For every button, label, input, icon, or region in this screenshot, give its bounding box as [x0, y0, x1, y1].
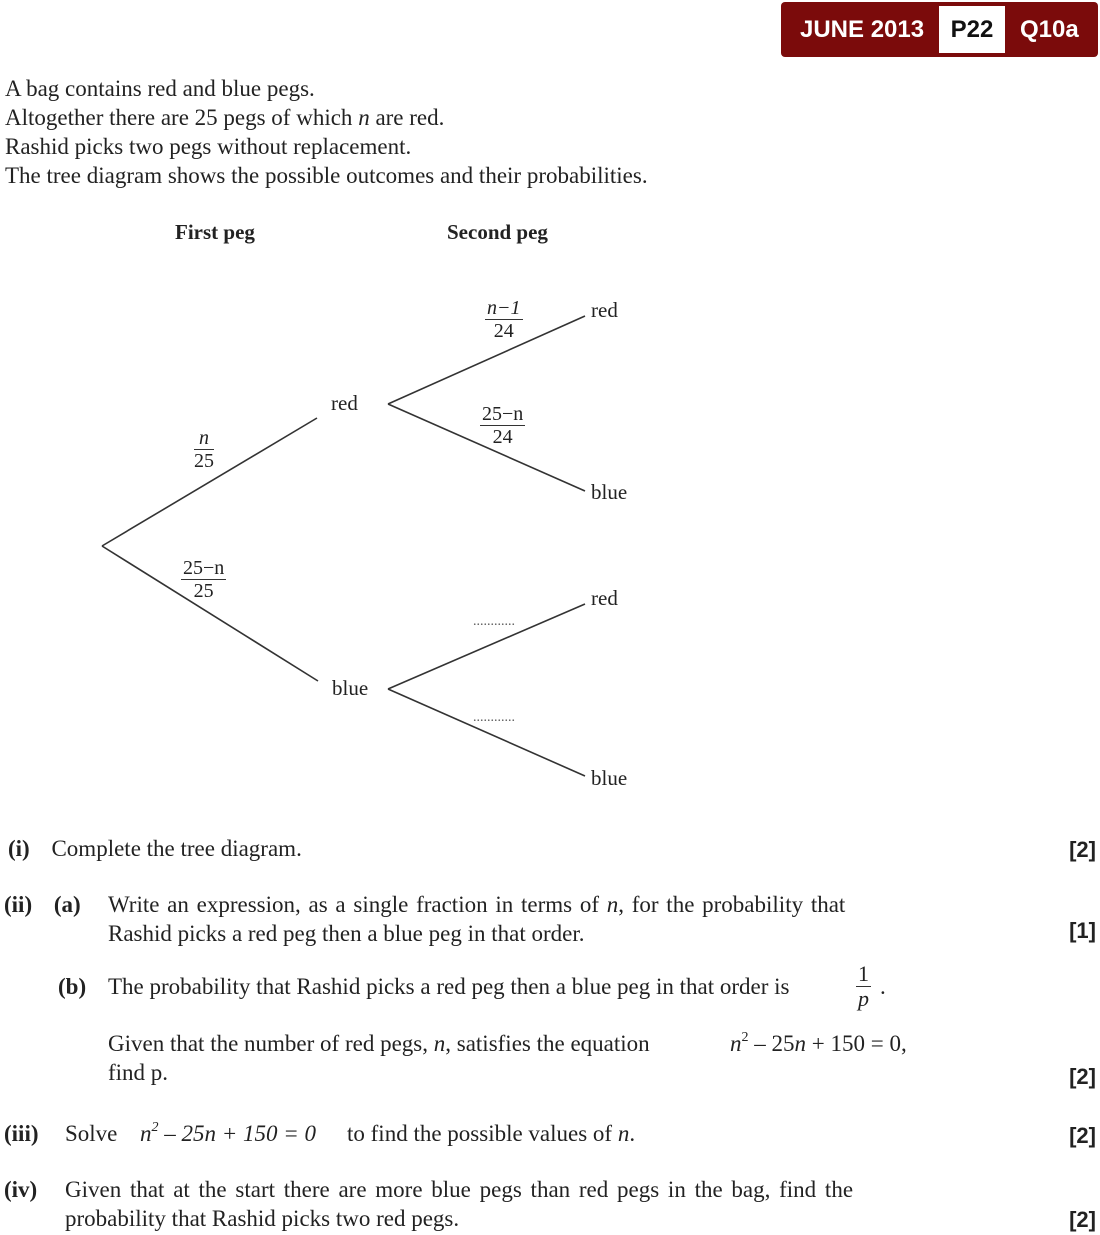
part-number: (iii) — [4, 1121, 39, 1146]
question-i — [8, 834, 302, 863]
question-iv-line1: Given that at the start there are more blue pegs than red pegs in the bag, find the — [65, 1177, 854, 1202]
prob-numerator: 25−n — [183, 557, 225, 579]
question-ii-b-line1: The probability that Rashid picks a red peg then a blue peg in that order is — [108, 974, 790, 999]
question-iii-text-b: to find the possible values of n. — [347, 1121, 636, 1146]
fraction-numerator: 1 — [858, 961, 869, 986]
question-text: Given that the number of red pegs, — [108, 1031, 434, 1056]
question-ii-a-line1 — [108, 890, 845, 919]
intro-line-1: A bag contains red and blue pegs. — [5, 76, 315, 101]
prob-red-then-red — [485, 297, 523, 342]
question-ii-b-line3: find p. — [108, 1060, 169, 1085]
prob-denominator: 24 — [493, 320, 514, 342]
period: . — [880, 974, 886, 999]
question-text: Complete the tree diagram. — [51, 836, 302, 861]
outcome-first-blue: blue — [332, 676, 369, 700]
blank-prob-blue-then-blue[interactable]: ............ — [473, 710, 515, 725]
branch-blue-blue — [388, 689, 585, 776]
variable-n: n — [358, 105, 370, 130]
marks-iii: [2] — [1069, 1123, 1096, 1148]
outcome-blue-blue: blue — [591, 766, 628, 790]
prob-first-red — [194, 427, 214, 472]
marks-ii-b: [2] — [1069, 1064, 1096, 1089]
equation-iii: $n^2 - 25n + 150 = 0$ — [140, 1120, 317, 1146]
prob-red-then-blue — [480, 403, 525, 448]
outcome-blue-red: red — [591, 586, 618, 610]
intro-text: Altogether there are 25 pegs of which — [5, 105, 359, 130]
prob-denominator: 25 — [193, 580, 214, 602]
question-text: to find the possible values of — [347, 1121, 613, 1146]
prob-first-blue — [181, 557, 226, 602]
intro-line-4: The tree diagram shows the possible outcomes and their probabilities. — [5, 163, 648, 188]
prob-denominator: 25 — [194, 450, 214, 472]
prob-numerator: 25−n — [482, 403, 524, 425]
question-iv — [4, 1175, 37, 1204]
marks-iv: [2] — [1069, 1207, 1096, 1232]
prob-denominator: 24 — [492, 426, 513, 448]
question-iv-line2: probability that Rashid picks two red pegs. — [65, 1206, 460, 1231]
variable-n: n — [617, 1121, 630, 1146]
question-ii-a — [4, 890, 81, 919]
intro-text: are red. — [369, 105, 445, 130]
variable-n: n — [606, 892, 619, 917]
question-text: Write an expression, as a single fraction in terms of — [108, 892, 607, 917]
question-iii — [4, 1119, 39, 1148]
prob-numerator: n−1 — [487, 297, 521, 319]
outcome-first-red: red — [331, 391, 358, 415]
question-ii-b-line2 — [108, 1029, 650, 1058]
fraction-denominator: p — [858, 986, 869, 1011]
prob-numerator: n — [194, 427, 214, 450]
outcome-red-red: red — [591, 298, 618, 322]
second-peg-header: Second peg — [447, 220, 548, 244]
marks-ii-a: [1] — [1069, 918, 1096, 943]
marks-i: [2] — [1069, 837, 1096, 862]
subpart-number: (b) — [58, 974, 87, 999]
question-iii-text-a: Solve — [65, 1121, 118, 1146]
part-number: (i) — [8, 836, 30, 861]
equation-ii-b: $n^2 - 25n + 150 = 0$, — [730, 1030, 907, 1056]
part-number: (iv) — [4, 1177, 38, 1202]
paper-code: P22 — [939, 6, 1005, 53]
question-text: , for the probability that — [618, 892, 846, 917]
question-text: , satisfies the equation — [445, 1031, 650, 1056]
first-peg-header: First peg — [175, 220, 255, 244]
question-number: Q10a — [1020, 16, 1079, 43]
exam-date: JUNE 2013 — [800, 16, 925, 43]
question-ii-b-label — [58, 972, 86, 1001]
intro-line-3: Rashid picks two pegs without replacement. — [5, 134, 412, 159]
blank-prob-blue-then-red[interactable]: ............ — [473, 614, 515, 629]
fraction-one-over-p — [856, 962, 871, 1011]
outcome-red-blue: blue — [591, 480, 628, 504]
question-ii-a-line2: Rashid picks a red peg then a blue peg in that order. — [108, 921, 585, 946]
subpart-number: (a) — [53, 892, 81, 917]
part-number: (ii) — [4, 892, 33, 917]
variable-n: n — [433, 1031, 446, 1056]
